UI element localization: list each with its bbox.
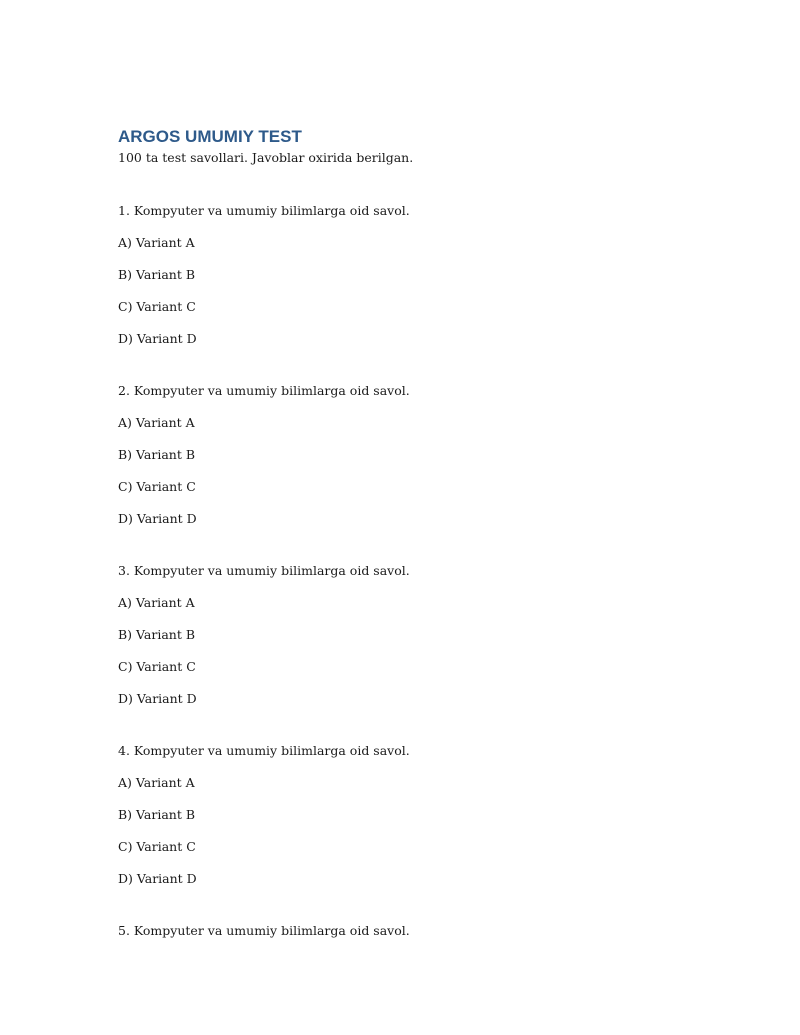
answer-option-a: A) Variant A — [118, 235, 195, 250]
answer-option-c: C) Variant C — [118, 839, 196, 854]
answer-option-a: A) Variant A — [118, 775, 195, 790]
question-4 — [118, 741, 718, 889]
question-5 — [118, 921, 718, 941]
answer-option-d: D) Variant D — [118, 871, 197, 886]
answer-option-c: C) Variant C — [118, 659, 196, 674]
answer-option-d: D) Variant D — [118, 331, 197, 346]
document-title: ARGOS UMUMIY TEST — [118, 127, 302, 146]
question-3 — [118, 561, 718, 709]
answer-option-b: B) Variant B — [118, 807, 196, 822]
question-text: 1. Kompyuter va umumiy bilimlarga oid savol. — [118, 203, 410, 218]
document-subtitle: 100 ta test savollari. Javoblar oxirida berilgan. — [118, 150, 414, 165]
answer-option-c: C) Variant C — [118, 479, 196, 494]
answer-option-b: B) Variant B — [118, 267, 196, 282]
answer-option-b: B) Variant B — [118, 627, 196, 642]
question-text: 3. Kompyuter va umumiy bilimlarga oid savol. — [118, 563, 410, 578]
answer-option-d: D) Variant D — [118, 691, 197, 706]
answer-option-c: C) Variant C — [118, 299, 196, 314]
question-text: 5. Kompyuter va umumiy bilimlarga oid savol. — [118, 923, 410, 938]
document-body — [118, 126, 718, 941]
question-2 — [118, 381, 718, 529]
answer-option-b: B) Variant B — [118, 447, 196, 462]
answer-option-a: A) Variant A — [118, 415, 195, 430]
question-text: 2. Kompyuter va umumiy bilimlarga oid savol. — [118, 383, 410, 398]
answer-option-d: D) Variant D — [118, 511, 197, 526]
question-1 — [118, 201, 718, 349]
question-text: 4. Kompyuter va umumiy bilimlarga oid savol. — [118, 743, 410, 758]
answer-option-a: A) Variant A — [118, 595, 195, 610]
